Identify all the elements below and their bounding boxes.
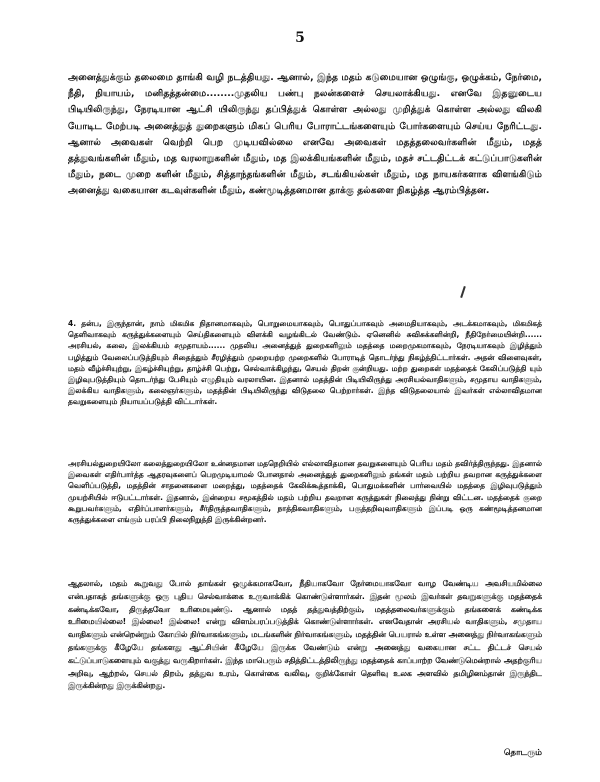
- continued-label: தொடரும்: [503, 748, 542, 758]
- page-number: 5: [295, 30, 305, 46]
- paragraph-2: 4. தன்ப, இருந்தான், நாம் மிகமிக நிதானமாகவும், பொறுமையாகவும், பொதுப்பாகவும் அமைதியாகவும், அடக்கமாகவும், மிகமிகத் தெளிவாகவும் கருத்துக்களையும் செய்திகளையும் விளக்கி வழங்கிடல் வேண்டும். ஏனெனில் சுவிசுக்களின்றி, நீதிநேர்மையின்றி...... அரசியல், கலை, இலக்கியம் சமுதாயம்...... முதலிய அனைத்துத் துறைகளிலும் மதத்தை மறைமுகமாகவும், நேரடியாகவும் இழித்தும் பழித்தும் வேலைப்படுத்தியும் சிதைத்தும் சீரழித்தும் முறையற்ற முறைகளில் போராடித் தொடர்ந்து நிகழ்த்திட்டார்கள். அதன் விளைவுகள், மதம் வீழ்ச்சியுற்று, இகழ்ச்சியுற்று, தாழ்ச்சி பெற்று, செல்வாக்கிழந்து, செயல் திறன் குன்றியது. மற்ற துறைகள் மதத்தைக் கேலிப்படுத்தி யும் இழிவுபடுத்தியும் தொடர்ந்து பேசியும் எழுதியும் வரலாயின. இதனால் மதத்தின் பிடியிலிருந்து அரசியல்வாதிகளும், சமுதாய வாதிகளும், இலக்கிய வாதிகளும், கலைஞர்களும், மதத்தின் பிடியிலிருந்து விடுதலை பெற்றார்கள். இந்த விடுதலையால் இவர்கள் எல்லாவிதமான தவறுகளையும் நியாயப்படுத்தி விட்டார்கள்.: [68, 319, 542, 407]
- paragraph-1: அனைத்துக்கும் தலைமை தாங்கி வழி நடத்தியது. ஆனால், இந்த மதம் கடுமையான ஒழுங்கு, ஒழுக்கம், நேர்மை, நீதி, நியாயம், மனிதத்தன்மை........முதலிய பண்பு நலன்களைச் செயலாக்கியது. எனவே இதனுடைய பிடியிலிருந்து, நேரடியான ஆட்சி யிலிருந்து தப்பித்துக் கொள்ள அல்லது முறித்துக் கொள்ள அல்லது விலகி யோடிட மேற்படி அனைத்துத் துறைகளும் மிகப் பெரிய போராட்டங்களையும் போர்களையும் செய்ய நேரிட்டது. ஆனால் அவைகள் வெற்றி பெற முடியவில்லை எனவே அவைகள் மதத்தலைவர்களின் மீதும், மதத் தத்துவங்களின் மீதும், மத வரலாறுகளின் மீதும், மத இலக்கியங்களின் மீதும், மதச் சட்டதிட்டக் கட்டுப்பாடுகளின் மீதும், நடை முறை களின் மீதும், சித்தாந்தங்களின் மீதும், சடங்கியல்கள் மீதும், மத நாயகர்களாக விளங்கிடும் அனைத்து வகையான கடவுள்களின் மீதும், கண்மூடித்தனமான தாக்கு தல்களை நிகழ்த்த ஆரம்பித்தன.: [68, 72, 542, 197]
- paragraph-3: அரசியல்துறையிலோ கலைத்துறையிலோ உன்னதமான மதநெறியில் எல்லாவிதமான தவறுகளையும் பெரிய மதம் தவிர்த்திருந்தது. இதனால் இவைகள் எதிர்பார்த்த ஆதரவுகளைப் பெறமுடியாமல் போனதால் அனைத்துத் துறைகளிலும் தங்கள் மதம் பற்றிய தவறான கருத்துக்களை வெளிப்படுத்தி, மதத்தின் சாதனைகளை மறைத்து, மதத்தைக் கேலிக்கூத்தாக்கி, பொதுமக்களின் பார்வையில் மதத்தை இழிவுபடுத்தும் முயற்சியில் ஈடுபட்டார்கள். இதனால், இன்றைய சமூகத்தில் மதம் பற்றிய தவறான கருத்துகள் நிலைத்து நின்று விட்டன. மதத்தைக் குறை கூறுபவர்களும், எதிர்ப்பாளர்களும், சீர்திருத்தவாதிகளும், நாத்திகவாதிகளும், பகுத்தறிவுவாதிகளும் இப்படி ஒரு கண்மூடித்தனமான கருத்துக்களை எங்கும் பரப்பி நிலைநிறுத்தி இருக்கின்றனர்.: [68, 459, 542, 525]
- paragraph-4: ஆதலால், மதம் கூறுவது போல் தாங்கள் ஒழுக்கமாகவோ, நீதியாகவோ நேர்மையாகவோ வாழ வேண்டிய அவசியமில்லை என்பதாகத் தங்களுக்கு ஒரு புதிய செல்வாக்கை உருவாக்கிக் கொண்டுள்ளார்கள். இதன் மூலம் இவர்கள் தவறுகளுக்கு மதத்தைக் கண்டிக்கவோ, திருத்தவோ உரிமையுண்டு. ஆனால் மதத் தத்துவத்திற்கும், மதத்தலைவர்களுக்கும் தங்களைக் கண்டிக்க உரிமையில்லை! இல்லை! இல்லை! என்று விளம்பரப்படுத்திக் கொண்டுள்ளார்கள். எனவேதான் அரசியல் வாதிகளும், சமுதாய வாதிகளும் என்றென்றும் கோயில் நிர்வாகங்களும், மடங்களின் நிர்வாகங்களும், மதத்தின் பெயரால் உள்ள அனைத்து நிர்வாகங்களும் தங்களுக்கு கீழேயே தங்களது ஆட்சியின் கீழேயே இருக்க வேண்டும் என்று அனைத்து வகையான சட்ட திட்டச் செயல் கட்டுப்பாடுகளையும் வகுத்து வருகிறார்கள். இந்த மாபெரும் சதித்திட்டத்திலிருந்து மதத்தைக் காப்பாற்ற வேண்டுமென்றால் அதற்குரிய அறிவு, ஆற்றல், செயல் திறம், தத்துவ உரம், கொள்கை வலிவு, குறிக்கோள் தெளிவு உலக அளவில் தமிழினம்தான் இருந்திட இருக்கின்றது இருக்கின்றது.: [68, 579, 542, 691]
